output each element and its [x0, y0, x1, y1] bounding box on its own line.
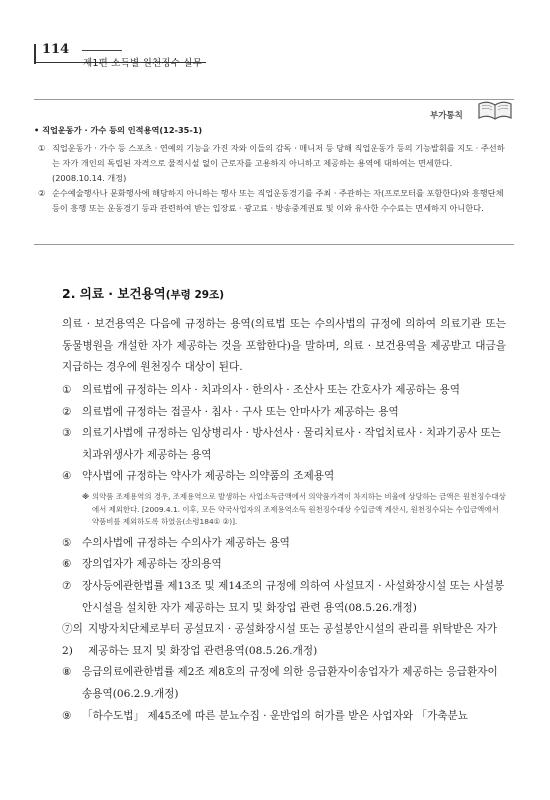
- list-item-number: ②: [62, 405, 72, 418]
- list-item-text: 「하수도법」 제45조에 따른 분뇨수집 · 운반업의 허가를 받은 사업자와 「가축분뇨: [82, 709, 468, 722]
- list-item-number: ④: [62, 470, 72, 483]
- list-item-text: 의료법에 규정하는 접골사 · 침사 · 구사 또는 안마사가 제공하는 용역: [82, 405, 399, 418]
- list-item: [62, 466, 506, 488]
- list-item: [62, 533, 506, 555]
- appendix-label: 부가통칙: [430, 111, 463, 121]
- list-item-number: ⑨: [62, 709, 72, 722]
- list-item-text: 지방자치단체로부터 공설묘지 · 공설화장시설 또는 공설봉안시설의 관리를 위탁받은 자가 제공하는 묘지 및 화장업 관련용역(08.5.26.개정): [88, 623, 497, 657]
- note-title: • 직업운동가 · 가수 등의 인적용역(12-35-1): [34, 125, 203, 135]
- list-item: [62, 423, 506, 466]
- note-bottom-divider: [34, 244, 514, 245]
- list-item-text: 응급의료에관한법률 제2조 제8호의 규정에 의한 응급환자이송업자가 제공하는 응급환자이송용역(06.2.9.개정): [82, 666, 498, 700]
- list-item: [62, 619, 506, 662]
- list-item-number: ⑥: [62, 558, 72, 571]
- open-book-icon: [475, 94, 515, 124]
- list-item-text: 의료법에 규정하는 의사 · 치과의사 · 한의사 · 조산사 또는 간호사가 제공하는 용역: [82, 384, 460, 396]
- page-number: 114: [42, 42, 70, 57]
- section-heading-text: 2. 의료 · 보건용역: [62, 286, 166, 301]
- page-number-rule: [82, 50, 122, 51]
- pharmacy-subnote: [82, 491, 506, 529]
- list-item-number: ①: [62, 384, 72, 396]
- chapter-title: 제1편 소득별 원천징수 실무: [83, 58, 203, 69]
- section-heading: [62, 284, 224, 302]
- ruling-note-box: [34, 124, 514, 216]
- list-item: [62, 380, 506, 402]
- list-item: [62, 402, 506, 424]
- list-item-text: 수의사법에 규정하는 수의사가 제공하는 용역: [82, 536, 290, 549]
- section-heading-reference: (부령 29조): [165, 289, 224, 301]
- list-item-text: 장사등에관한법률 제13조 및 제14조의 규정에 의하여 사설묘지 · 사설화장시설 또는 사설봉안시설을 설치한 자가 제공하는 묘지 및 화장업 관련 용역(08.5.26.개정): [82, 579, 505, 614]
- note-item: [38, 186, 514, 216]
- list-item-number: ⑦: [62, 579, 72, 592]
- top-divider: [34, 99, 514, 100]
- header-bracket-vertical: [34, 44, 36, 64]
- list-item-number: ③: [62, 427, 72, 440]
- list-item-number: ⑤: [62, 536, 72, 549]
- list-item-number: ⑧: [62, 666, 72, 679]
- list-item: [62, 554, 506, 576]
- list-item: [62, 576, 506, 619]
- subnote-text: 의약품 조제용역의 경우, 조제용역으로 발생하는 사업소득금액에서 의약품가격이 차지하는 비율에 상당하는 금액은 원천징수대상에서 제외한다. [2009.4.1. 이후, 모든 약국사업자의 조제용역소득 원천징수대상 수입금액 계산시, 원천징수되는 수입금액에서 약품비를 제외하도록 하였음(소령184① ②)].: [92, 491, 506, 527]
- note-item-number: ②: [38, 188, 46, 198]
- list-item: [62, 706, 506, 728]
- list-item-text: 장의업자가 제공하는 장의용역: [82, 558, 222, 571]
- section-intro-paragraph: 의료 · 보건용역은 다음에 규정하는 용역(의료법 또는 수의사법의 규정에 의하여 의료기관 또는 동물병원을 개설한 자가 제공하는 것을 포함한다)을 말하며, 의료 · 보건용역을 제공받고 대금을 지급하는 경우에 원천징수 대상이 된다.: [62, 318, 506, 374]
- note-item-number: ①: [38, 143, 46, 153]
- note-item: [38, 141, 514, 186]
- list-item: [62, 662, 506, 705]
- list-item-text: 약사법에 규정하는 약사가 제공하는 의약품의 조제용역: [82, 470, 335, 483]
- note-item-text: 순수예술행사나 문화행사에 해당하지 아니하는 행사 또는 직업운동경기를 주최 · 주관하는 자(프로모터를 포함한다)와 흥행단체 등이 흥행 또는 운동경기 등과 관련하여 받는 입장료 · 광고료 · 방송중계권료 및 이와 유사한 수수료는 면세하지 아니한다.: [52, 188, 504, 213]
- list-item-number: ⑦의2): [62, 623, 83, 657]
- reference-mark-icon: ※: [82, 491, 90, 501]
- note-item-text: 직업운동가 · 가수 등 스포츠 · 연예의 기능을 가진 자와 이들의 감독 · 매니저 등 당해 직업운동가 등의 기능발휘를 지도 · 주선하는 자가 개인의 독립된 자격으로 물적시설 없이 근로자를 고용하지 아니하고 제공하는 용역에 대하여는 면세한다. (2008.10.14. 개정): [52, 143, 505, 183]
- list-item-text: 의료기사법에 규정하는 임상병리사 · 방사선사 · 물리치료사 · 작업치료사 · 치과기공사 또는 치과위생사가 제공하는 용역: [82, 427, 501, 461]
- service-list: [62, 380, 506, 727]
